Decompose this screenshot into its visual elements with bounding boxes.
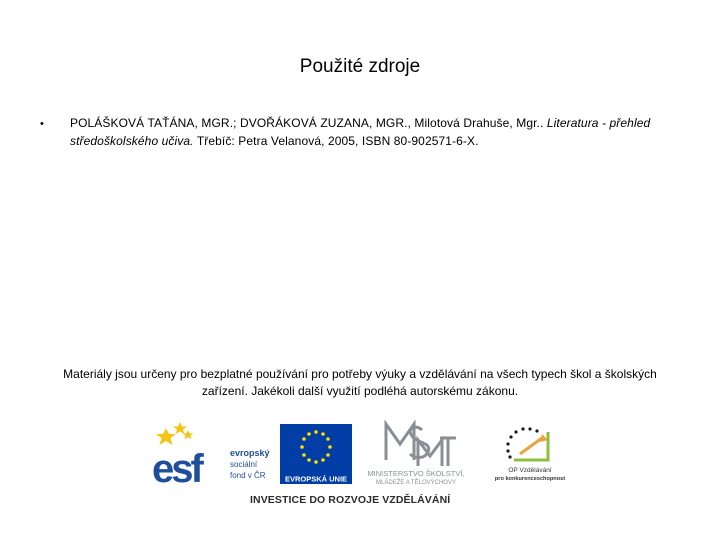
op-line1: OP Vzdělávání [508, 467, 552, 474]
esf-mark: esf [152, 447, 201, 484]
reference-authors: POLÁŠKOVÁ TAŤÁNA, MGR.; DVOŘÁKOVÁ ZUZANA, MGR., Milotová Drahuše, Mgr.. [70, 116, 547, 130]
msmt-line1: MINISTERSTVO ŠKOLSTVÍ, [367, 469, 465, 478]
usage-disclaimer: Materiály jsou určeny pro bezplatné používání pro potřeby výuky a vzdělávání na všech typech škol a školských zařízení. Jakékoli další využití podléhá autorskému zákonu. [63, 367, 657, 398]
funding-logos-bar [150, 418, 580, 518]
investment-tagline: INVESTICE DO ROZVOJE VZDĚLÁVÁNÍ [250, 494, 451, 506]
eu-caption: EVROPSKÁ UNIE [284, 474, 348, 484]
eu-flag-logo [278, 422, 354, 484]
op-line2: pro konkurenceschopnost [494, 476, 566, 482]
reference-book-title: Literatura - přehled středoškolského učiva. [70, 116, 651, 148]
op-vzdelavani-logo [490, 424, 570, 486]
list-bullet: • [40, 118, 44, 130]
slide-title: Použité zdroje [299, 56, 421, 77]
esf-line3: fond v ČR [230, 471, 266, 480]
esf-logo [152, 422, 274, 484]
esf-line1: evropský [230, 448, 270, 458]
reference-publication: Třebíč: Petra Velanová, 2005, ISBN 80-902571-6-X. [193, 134, 479, 148]
msmt-line2: MLÁDEŽE A TĚLOVÝCHOVY [376, 480, 456, 486]
esf-line2: sociální [230, 460, 258, 469]
reference-entry [70, 114, 680, 150]
msmt-logo [356, 420, 476, 486]
